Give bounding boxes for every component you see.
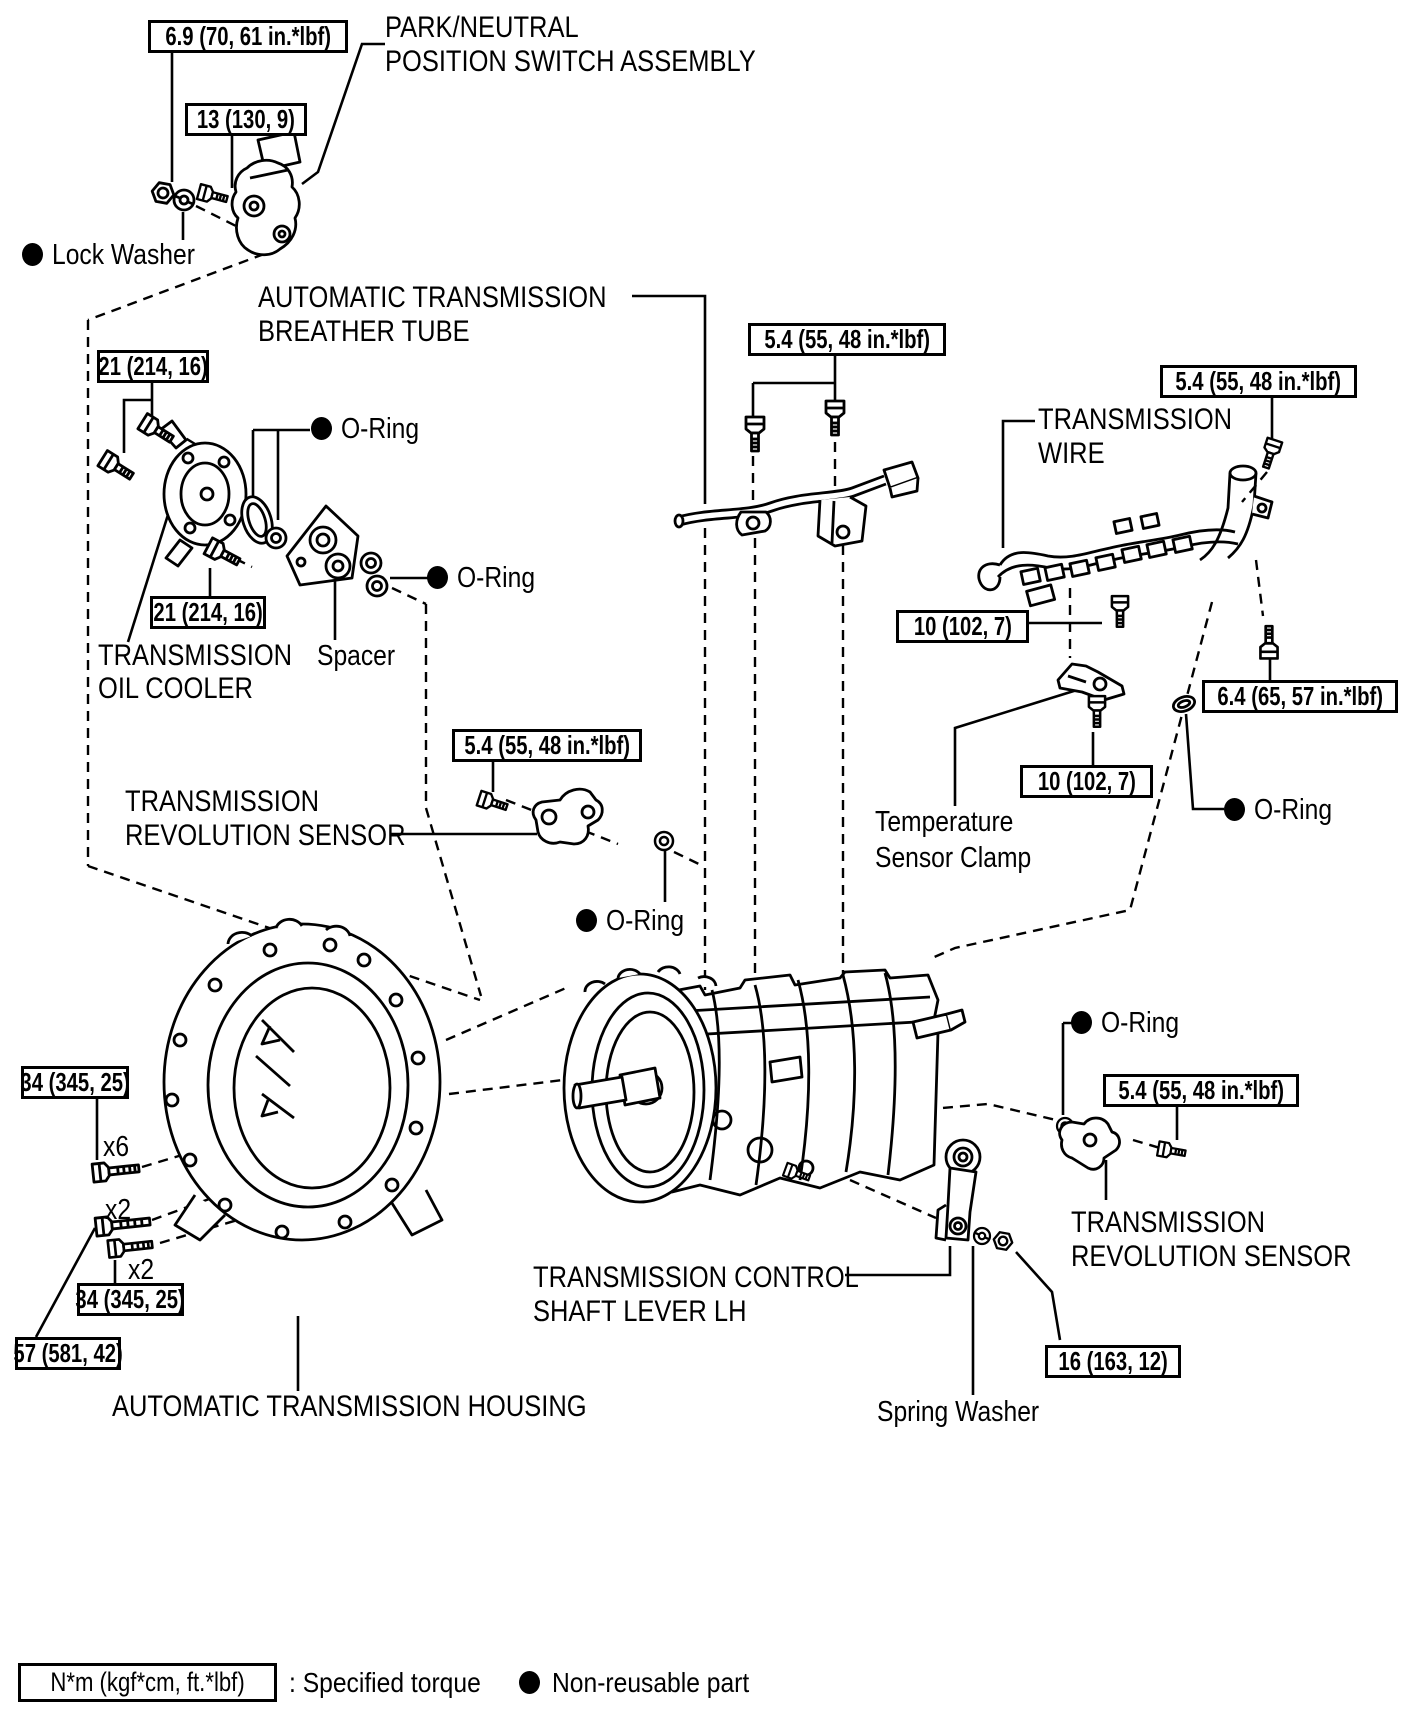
oil-cooler-drawing [160,421,246,566]
torque-spec-oil-cooler-upper: 21 (214, 16) [98,351,208,381]
lever-nut-drawing [992,1231,1013,1250]
non-reusable-dot-icon [1224,798,1245,821]
label-qty-x2-lower: x2 [128,1254,155,1286]
torque-spec-lever-nut: 16 (163, 12) [1045,1345,1181,1378]
control-shaft-lever-drawing [936,1140,980,1240]
non-reusable-dot-icon [1071,1011,1092,1034]
label-breather-line2: BREATHER TUBE [258,315,470,348]
torque-spec-wire-clamp-1: 10 (102, 7) [896,610,1029,643]
label-qty-x6: x6 [103,1131,130,1163]
label-rev-sensor-mid-line1: TRANSMISSION [125,785,320,818]
torque-spec-switch-bolt: 13 (130, 9) [185,103,307,136]
revolution-sensor-mid-drawing [477,789,673,850]
oring-right-mid [1171,694,1196,715]
label-temp-clamp-line2: Sensor Clamp [875,842,1032,874]
label-wire-line1: TRANSMISSION [1038,403,1233,436]
label-oring-cooler: O-Ring [311,414,433,444]
torque-spec-housing-x2: 34 (345, 25) [75,1284,186,1314]
label-housing: AUTOMATIC TRANSMISSION HOUSING [112,1390,587,1423]
label-oil-cooler-line2: OIL COOLER [98,672,253,705]
label-spring-washer: Spring Washer [877,1396,1040,1428]
temperature-sensor-clamp-drawing [1058,664,1124,727]
torque-spec-rev-sensor-mid: 5.4 (55, 48 in.*lbf) [452,729,642,762]
torque-spec-housing-long: 57 (581, 42) [13,1338,123,1368]
non-reusable-dot-icon [22,243,43,266]
non-reusable-dot-icon [311,417,332,440]
spacer-orings [361,553,387,596]
label-rev-sensor-right-line2: REVOLUTION SENSOR [1071,1240,1352,1273]
label-park-neutral-line2: POSITION SWITCH ASSEMBLY [385,45,756,78]
torque-spec-housing-x6: 34 (345, 25) [20,1067,130,1097]
legend [18,1663,776,1702]
wire-mount-bolt [1260,626,1277,658]
torque-spec-oil-cooler-lower: 21 (214, 16) [150,596,266,629]
breather-tube-drawing [675,462,918,546]
label-oil-cooler-line1: TRANSMISSION [98,639,293,672]
torque-spec-wire-clamp-2: 10 (102, 7) [1020,765,1153,798]
breather-tube-bolts [746,401,844,451]
label-lock-washer: Lock Washer [22,240,220,270]
transmission-assembly-drawing [564,967,965,1202]
label-oring-right-lower: O-Ring [1071,1008,1193,1038]
lock-washer-drawing [174,190,194,210]
switch-bolt-icon [197,184,229,206]
legend-specified-torque: : Specified torque [289,1666,481,1698]
label-qty-x2-upper: x2 [105,1194,132,1226]
transmission-housing-drawing [164,919,442,1240]
revolution-sensor-right-drawing [1057,1118,1186,1169]
transmission-wire-drawing [979,466,1272,606]
torque-spec-rev-sensor-right: 5.4 (55, 48 in.*lbf) [1103,1074,1299,1107]
label-oring-spacer: O-Ring [427,563,549,593]
label-control-lever-line2: SHAFT LEVER LH [533,1295,747,1328]
label-park-neutral-line1: PARK/NEUTRAL [385,11,579,44]
spacer-drawing [287,506,358,585]
label-oring-mid: O-Ring [576,906,698,936]
non-reusable-dot-icon [576,909,597,932]
switch-nut-icon [151,182,176,205]
label-temp-clamp-line1: Temperature [875,806,1014,838]
label-oring-right-upper: O-Ring [1224,795,1346,825]
label-wire-line2: WIRE [1038,437,1105,470]
label-rev-sensor-right-line1: TRANSMISSION [1071,1206,1266,1239]
torque-spec-switch-nut: 6.9 (70, 61 in.*lbf) [148,20,348,53]
legend-units-box: N*m (kgf*cm, ft.*lbf) [18,1663,277,1702]
torque-spec-wire-mount: 6.4 (65, 57 in.*lbf) [1202,680,1398,713]
spring-washer-drawing [974,1228,990,1244]
label-control-lever-line1: TRANSMISSION CONTROL [533,1261,859,1294]
torque-spec-breather-tube: 5.4 (55, 48 in.*lbf) [748,323,946,356]
park-neutral-switch-drawing [232,132,300,255]
non-reusable-dot-icon [519,1671,540,1694]
label-breather-line1: AUTOMATIC TRANSMISSION [258,281,607,314]
non-reusable-dot-icon [427,566,448,589]
torque-spec-wire-upper: 5.4 (55, 48 in.*lbf) [1160,365,1357,398]
legend-non-reusable: Non-reusable part [551,1666,750,1698]
label-rev-sensor-mid-line2: REVOLUTION SENSOR [125,819,406,852]
label-spacer: Spacer [317,640,396,672]
